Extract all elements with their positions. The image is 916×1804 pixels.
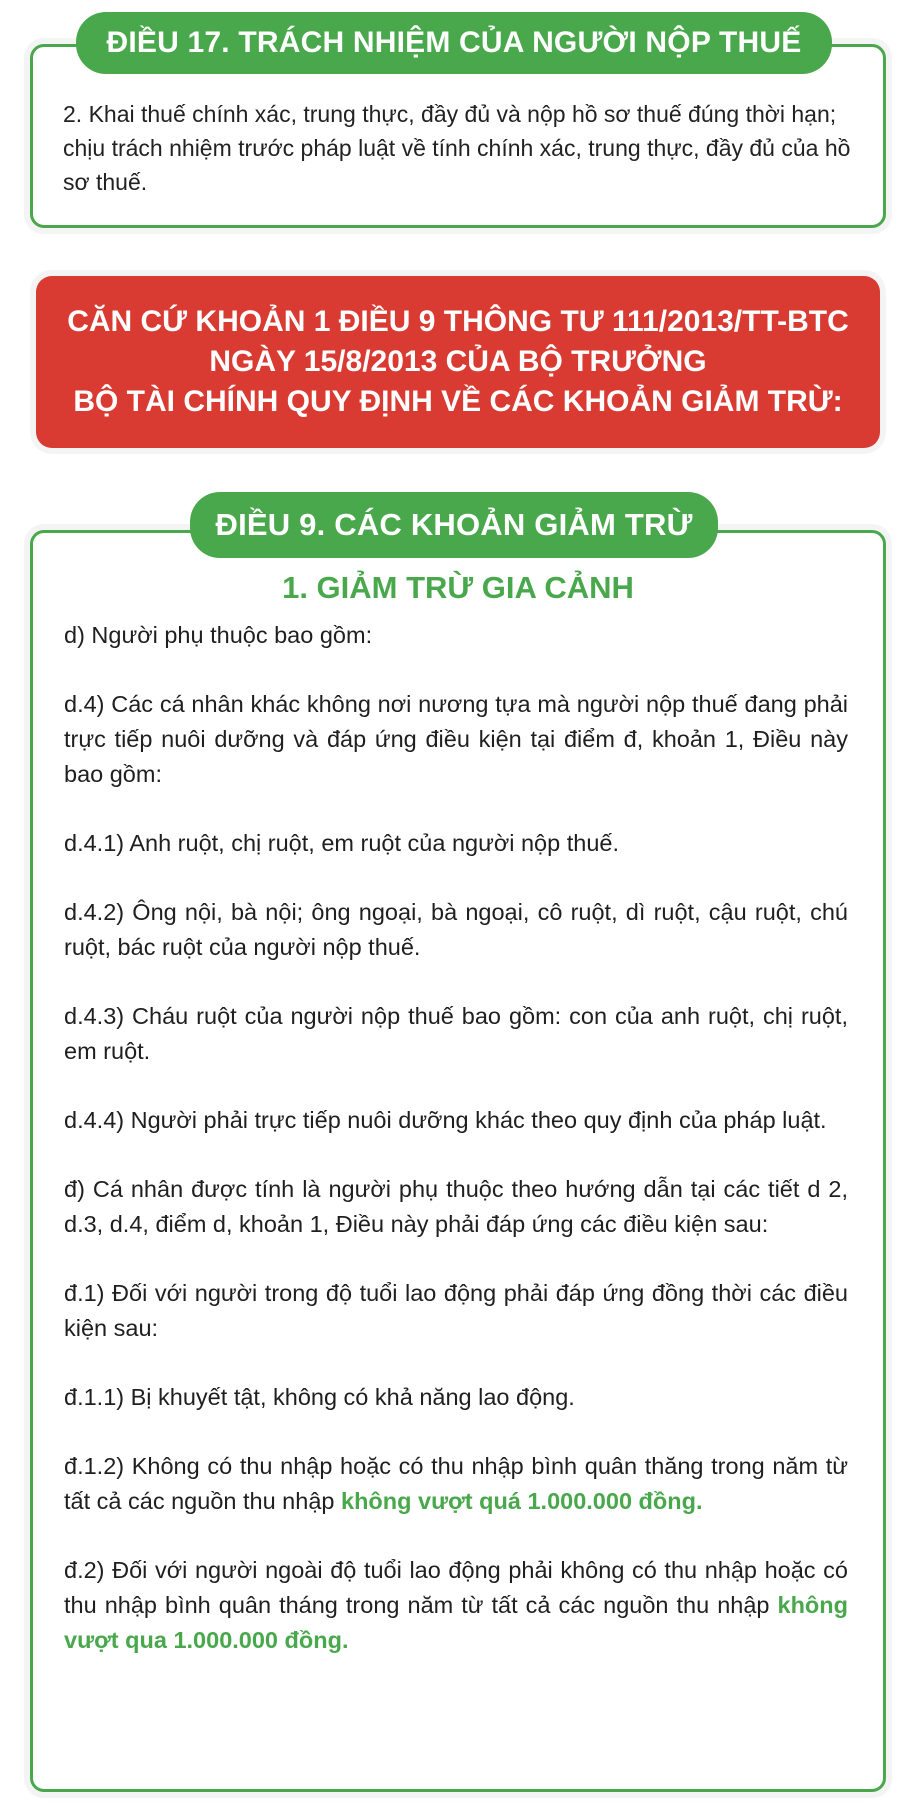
paragraph-dd12-highlight: không vượt quá 1.000.000 đồng. [341, 1488, 703, 1514]
paragraph-d4: d.4) Các cá nhân khác không nơi nương tựa mà người nộp thuế đang phải trực tiếp nuôi dưỡng và đáp ứng điều kiện tại điểm đ, khoản 1, Điều này bao gồm: [64, 691, 848, 787]
legal-basis-banner [36, 276, 880, 448]
paragraph-dd2-highlight: không vượt qua 1.000.000 đồng. [64, 1592, 848, 1653]
article-9-title: ĐIỀU 9. CÁC KHOẢN GIẢM TRỪ [190, 492, 718, 558]
banner-line-1: CĂN CỨ KHOẢN 1 ĐIỀU 9 THÔNG TƯ 111/2013/TT-BTC [67, 305, 849, 338]
banner-line-3: BỘ TÀI CHÍNH QUY ĐỊNH VỀ CÁC KHOẢN GIẢM TRỪ: [73, 385, 843, 418]
paragraph-dd1: đ.1) Đối với người trong độ tuổi lao động phải đáp ứng đồng thời các điều kiện sau: [64, 1280, 848, 1341]
article-9-content [64, 618, 848, 1658]
article-17-text: 2. Khai thuế chính xác, trung thực, đầy đủ và nộp hồ sơ thuế đúng thời hạn; chịu trách nhiệm trước pháp luật về tính chính xác, trung thực, đầy đủ của hồ sơ thuế. [63, 101, 851, 195]
banner-line-2: NGÀY 15/8/2013 CỦA BỘ TRƯỞNG [209, 345, 707, 378]
paragraph-d42: d.4.2) Ông nội, bà nội; ông ngoại, bà ngoại, cô ruột, dì ruột, cậu ruột, chú ruột, bác ruột của người nộp thuế. [64, 899, 848, 960]
paragraph-d41: d.4.1) Anh ruột, chị ruột, em ruột của người nộp thuế. [64, 830, 619, 856]
article-17-title: ĐIỀU 17. TRÁCH NHIỆM CỦA NGƯỜI NỘP THUẾ [76, 12, 832, 74]
paragraph-dd12 [64, 1449, 848, 1519]
paragraph-d44: d.4.4) Người phải trực tiếp nuôi dưỡng khác theo quy định của pháp luật. [64, 1107, 827, 1133]
paragraph-dd12-text: đ.1.2) Không có thu nhập hoặc có thu nhập bình quân thăng trong năm từ tất cả các nguồn thu nhập [64, 1453, 848, 1514]
paragraph-dd2-text: đ.2) Đối với người ngoài độ tuổi lao động phải không có thu nhập hoặc có thu nhập bình quân tháng trong năm từ tất cả các nguồn thu nhập [64, 1557, 848, 1618]
paragraph-d43: d.4.3) Cháu ruột của người nộp thuế bao gồm: con của anh ruột, chị ruột, em ruột. [64, 1003, 848, 1064]
paragraph-dd2 [64, 1553, 848, 1658]
paragraph-d: d) Người phụ thuộc bao gồm: [64, 622, 373, 648]
paragraph-dd11: đ.1.1) Bị khuyết tật, không có khả năng lao động. [64, 1384, 575, 1410]
paragraph-dd: đ) Cá nhân được tính là người phụ thuộc theo hướng dẫn tại các tiết d 2, d.3, d.4, điểm d, khoản 1, Điều này phải đáp ứng các điều kiện sau: [64, 1176, 848, 1237]
article-9-subtitle: 1. GIẢM TRỪ GIA CẢNH [282, 570, 634, 605]
